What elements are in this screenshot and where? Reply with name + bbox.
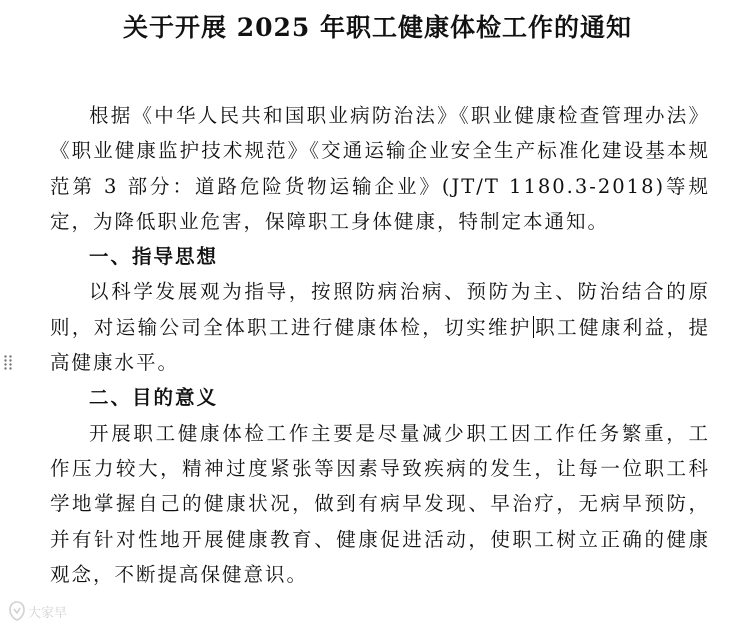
drag-handle-icon[interactable]: [3, 354, 13, 370]
section-heading-purpose: 二、目的意义: [89, 386, 219, 410]
section2-text: 开展职工健康体检工作主要是尽量减少职工因工作任务繁重，工作压力较大，精神过度紧张等因素导致疾病的发生，让每一位职工科学地掌握自己的健康状况，做到有病早发现、早治疗，无病早预防，并有针对性地开展健康教育、健康促进活动，使职工树立正确的健康观念，不断提高保健意识。: [50, 421, 710, 586]
text-cursor: [533, 316, 534, 338]
section-paragraph-guiding-ideology[interactable]: [50, 274, 710, 380]
watermark-text: 大家早: [28, 606, 68, 621]
document-title: 关于开展 2025 年职工健康体检工作的通知: [123, 13, 632, 42]
document-body[interactable]: [50, 98, 710, 592]
section-paragraph-purpose[interactable]: [50, 416, 710, 592]
section-heading-guiding-ideology: 一、指导思想: [89, 245, 219, 269]
watermark-logo-icon: [8, 600, 26, 622]
intro-paragraph[interactable]: [50, 98, 710, 239]
intro-text: 根据《中华人民共和国职业病防治法》《职业健康检查管理办法》《职业健康监护技术规范》《交通运输企业安全生产标准化建设基本规范第 3 部分：道路危险货物运输企业》(JT/T 1180.3-2018)等规定，为降低职业危害，保障职工身体健康，特制定本通知。: [50, 104, 710, 233]
section1-text-after-cursor: 职工健康利益，提高健康水平。: [50, 315, 710, 375]
section1-text-before-cursor: 以科学发展观为指导，按照防病治病、预防为主、防治结合的原则，对运输公司全体职工进行健康体检，切实维护: [50, 280, 710, 339]
watermark: [6, 598, 106, 628]
